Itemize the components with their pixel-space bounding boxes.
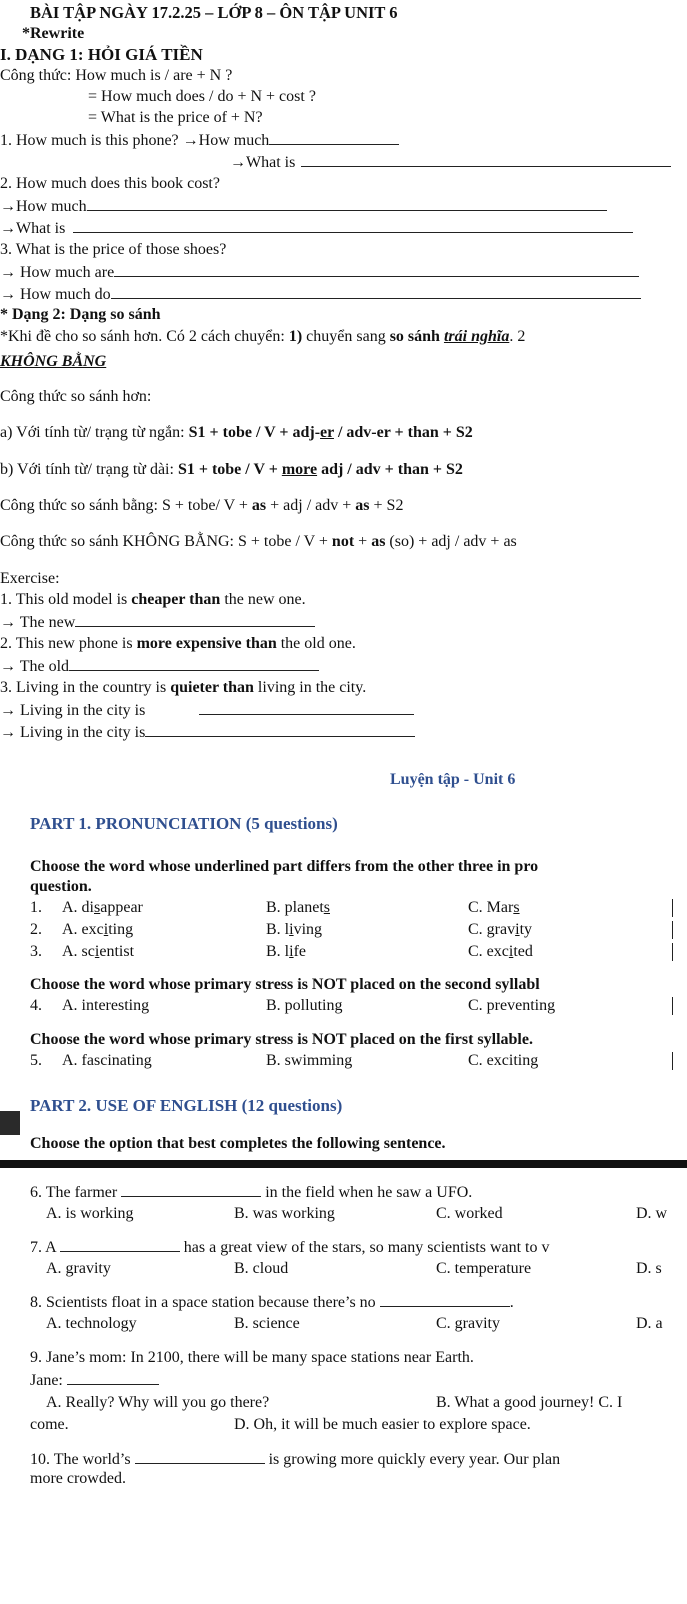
eq-end: + S2: [369, 497, 404, 514]
q7-option-d[interactable]: D. s: [636, 1260, 662, 1277]
answer-blank[interactable]: [121, 1182, 261, 1197]
q8-stem: 8. Scientists float in a space station because there’s no .: [30, 1294, 514, 1311]
fb-more: more: [281, 461, 318, 478]
rewrite-q3a-text: → How much are: [0, 264, 115, 281]
q9-option-c-cont: come.: [30, 1416, 69, 1433]
intro-mid: chuyển sang: [302, 328, 390, 345]
answer-blank[interactable]: [75, 612, 315, 627]
stress-q5-num: 5.: [30, 1052, 42, 1069]
formula-comparative-label: Công thức so sánh hơn:: [0, 388, 152, 405]
rewrite-q3a: [0, 262, 639, 283]
section2-heading: * Dạng 2: Dạng so sánh: [0, 306, 161, 323]
fa-prefix: a) Với tính từ/ trạng từ ngắn:: [0, 424, 189, 441]
answer-blank[interactable]: [269, 130, 399, 145]
formula-short-adj: [0, 423, 473, 443]
pron-q3-option-c[interactable]: C. excited: [468, 943, 533, 960]
pron-q3-option-b[interactable]: B. life: [266, 943, 307, 960]
answer-blank[interactable]: [380, 1292, 510, 1307]
e3-bold: quieter than: [170, 679, 254, 696]
part1-instruction: Choose the word whose underlined part differs from the other three in pro: [30, 858, 539, 875]
rewrite-q1: [0, 130, 399, 151]
q8-option-a[interactable]: A. technology: [46, 1315, 137, 1332]
eq-as2: as: [355, 497, 370, 514]
rewrite-q3b: [0, 284, 641, 305]
q6-option-c[interactable]: C. worked: [436, 1205, 503, 1222]
answer-blank[interactable]: [73, 218, 633, 233]
exercise-1-answer: [0, 612, 315, 633]
page-subtitle: *Rewrite: [22, 25, 85, 42]
cut-option-d-mark: [672, 1052, 673, 1070]
q8-option-c[interactable]: C. gravity: [436, 1315, 500, 1332]
q10-stem: 10. The world’s is growing more quickly every year. Our plan: [30, 1451, 561, 1468]
pron-q1-option-b[interactable]: B. planets: [266, 899, 330, 916]
section2-intro: [0, 327, 525, 347]
exercise-3-answer-a: [0, 700, 414, 721]
rewrite-q2b: [0, 218, 633, 239]
q9-stem: 9. Jane’s mom: In 2100, there will be many space stations near Earth.: [30, 1349, 474, 1366]
e2-pre: 2. This new phone is: [0, 635, 137, 652]
neq-plus: +: [354, 533, 372, 550]
section2-subheading: KHÔNG BẰNG: [0, 353, 107, 370]
formula-long-adj: [0, 460, 463, 480]
exercise-label: Exercise:: [0, 570, 60, 587]
formula-not-equal: [0, 532, 517, 552]
stress-q4-option-a[interactable]: A. interesting: [62, 997, 150, 1014]
fb-bold2: adj / adv + than + S2: [317, 461, 463, 478]
rewrite-q2: 2. How much does this book cost?: [0, 175, 220, 192]
pron-q2-num: 2.: [30, 921, 42, 938]
q10-stem-cont: more crowded.: [30, 1470, 126, 1487]
intro-end: . 2: [509, 328, 526, 345]
page-title: BÀI TẬP NGÀY 17.2.25 – LỚP 8 – ÔN TẬP UNIT 6: [30, 3, 398, 22]
pron-q2-option-c[interactable]: C. gravity: [468, 921, 533, 938]
exercise-2-answer: [0, 656, 319, 677]
q6-stem: 6. The farmer in the field when he saw a UFO.: [30, 1184, 473, 1201]
answer-blank[interactable]: [69, 656, 319, 671]
q7-option-a[interactable]: A. gravity: [46, 1260, 111, 1277]
answer-blank[interactable]: [301, 152, 671, 167]
answer-blank[interactable]: [114, 262, 639, 277]
stress-q5-option-b[interactable]: B. swimming: [266, 1052, 353, 1069]
answer-blank[interactable]: [60, 1237, 180, 1252]
answer-blank[interactable]: [135, 1449, 265, 1464]
q9-option-a[interactable]: A. Really? Why will you go there?: [46, 1394, 270, 1411]
exercise-3: [0, 678, 366, 698]
eq-mid: + adj / adv +: [266, 497, 356, 514]
e2-bold: more expensive than: [136, 635, 277, 652]
cut-option-d-mark: [672, 921, 673, 939]
scan-artifact-block: [0, 1111, 20, 1135]
formula-2: = How much does / do + N + cost ?: [88, 88, 316, 105]
stress-q4-option-b[interactable]: B. polluting: [266, 997, 343, 1014]
answer-blank[interactable]: [87, 196, 607, 211]
stress2-instruction: Choose the word whose primary stress is NOT placed on the second syllabl: [30, 976, 540, 993]
neq-prefix: Công thức so sánh KHÔNG BẰNG: S + tobe / V +: [0, 533, 332, 550]
practice-title: Luyện tập - Unit 6: [390, 771, 516, 788]
cut-option-d-mark: [672, 997, 673, 1015]
fa-bold1: S1 + tobe / V + adj-: [188, 424, 321, 441]
eq-prefix: Công thức so sánh bằng: S + tobe/ V +: [0, 497, 252, 514]
rewrite-q3: 3. What is the price of those shoes?: [0, 241, 227, 258]
part1-heading: PART 1. PRONUNCIATION (5 questions): [30, 814, 338, 833]
cut-option-d-mark: [672, 899, 673, 917]
formula-3: = What is the price of + N?: [88, 109, 263, 126]
answer-blank[interactable]: [111, 284, 641, 299]
answer-blank[interactable]: [145, 722, 415, 737]
section1-heading: I. DẠNG 1: HỎI GIÁ TIỀN: [0, 45, 203, 64]
rewrite-q1b: [230, 152, 671, 173]
rewrite-q2b-text: →What is: [0, 220, 66, 237]
fa-er: er: [320, 424, 334, 441]
intro-bold-italic: trái nghĩa: [443, 328, 510, 345]
formula-1: Công thức: How much is / are + N ?: [0, 67, 233, 84]
fa-bold2: / adv-er + than + S2: [333, 424, 473, 441]
pron-q1-option-a[interactable]: A. disappear: [62, 899, 143, 916]
intro-num: 1): [288, 328, 303, 345]
rewrite-q1b-text: →What is: [230, 154, 296, 171]
q7-option-c[interactable]: C. temperature: [436, 1260, 532, 1277]
q8-option-b[interactable]: B. science: [234, 1315, 300, 1332]
part2-instruction: Choose the option that best completes the following sentence.: [30, 1135, 446, 1152]
exercise-3-answer-b: [0, 722, 415, 743]
e1-post: the new one.: [220, 591, 306, 608]
exercise-1: [0, 590, 306, 610]
q8-option-d[interactable]: D. a: [636, 1315, 663, 1332]
rewrite-q3b-text: → How much do: [0, 286, 111, 303]
q7-stem: 7. A has a great view of the stars, so many scientists want to v: [30, 1239, 550, 1256]
pron-q1-option-c[interactable]: C. Mars: [468, 899, 520, 916]
exercise-2: [0, 634, 356, 654]
q9-jane: Jane:: [30, 1370, 159, 1391]
e3-post: living in the city.: [253, 679, 367, 696]
q9-option-b[interactable]: B. What a good journey! C. I: [436, 1394, 623, 1411]
intro-bold: so sánh: [389, 328, 444, 345]
pron-q2-option-b[interactable]: B. living: [266, 921, 323, 938]
formula-equal: [0, 496, 403, 516]
stress-q5-option-c[interactable]: C. exciting: [468, 1052, 539, 1069]
pron-q3-option-a[interactable]: A. scientist: [62, 943, 135, 960]
e1-pre: 1. This old model is: [0, 591, 132, 608]
e2a-text: → The old: [0, 658, 70, 675]
rewrite-q1-text: 1. How much is this phone? →How much: [0, 132, 270, 149]
neq-as: as: [371, 533, 386, 550]
divider-bar: [0, 1160, 687, 1168]
rewrite-q2a: [0, 196, 607, 217]
fb-prefix: b) Với tính từ/ trạng từ dài:: [0, 461, 178, 478]
pron-q3-num: 3.: [30, 943, 42, 960]
e3-pre: 3. Living in the country is: [0, 679, 171, 696]
neq-not: not: [331, 533, 355, 550]
q7-option-b[interactable]: B. cloud: [234, 1260, 289, 1277]
stress1-instruction: Choose the word whose primary stress is NOT placed on the first syllable.: [30, 1031, 533, 1048]
q6-option-d[interactable]: D. w: [636, 1205, 668, 1222]
stress-q4-num: 4.: [30, 997, 42, 1014]
pron-q1-num: 1.: [30, 899, 42, 916]
cut-option-d-mark: [672, 943, 673, 961]
e2-post: the old one.: [276, 635, 356, 652]
stress-q4-option-c[interactable]: C. preventing: [468, 997, 556, 1014]
part2-heading: PART 2. USE OF ENGLISH (12 questions): [30, 1096, 343, 1115]
e1a-text: → The new: [0, 614, 76, 631]
q6-option-b[interactable]: B. was working: [234, 1205, 335, 1222]
rewrite-q2a-text: →How much: [0, 198, 87, 215]
eq-as1: as: [251, 497, 267, 514]
q6-option-a[interactable]: A. is working: [46, 1205, 134, 1222]
neq-end: (so) + adj / adv + as: [385, 533, 517, 550]
e1-bold: cheaper than: [131, 591, 221, 608]
part1-instruction-2: question.: [30, 878, 92, 895]
fb-bold1: S1 + tobe / V +: [177, 461, 282, 478]
answer-blank[interactable]: [67, 1370, 159, 1385]
pron-q2-option-a[interactable]: A. exciting: [62, 921, 134, 938]
q9-option-d[interactable]: D. Oh, it will be much easier to explore space.: [234, 1416, 531, 1433]
e3a-text: → Living in the city is: [0, 702, 146, 719]
answer-blank[interactable]: [199, 700, 414, 715]
e3b-text: → Living in the city is: [0, 724, 146, 741]
intro-prefix: *Khi đề cho so sánh hơn. Có 2 cách chuyển:: [0, 328, 289, 345]
stress-q5-option-a[interactable]: A. fascinating: [62, 1052, 152, 1069]
